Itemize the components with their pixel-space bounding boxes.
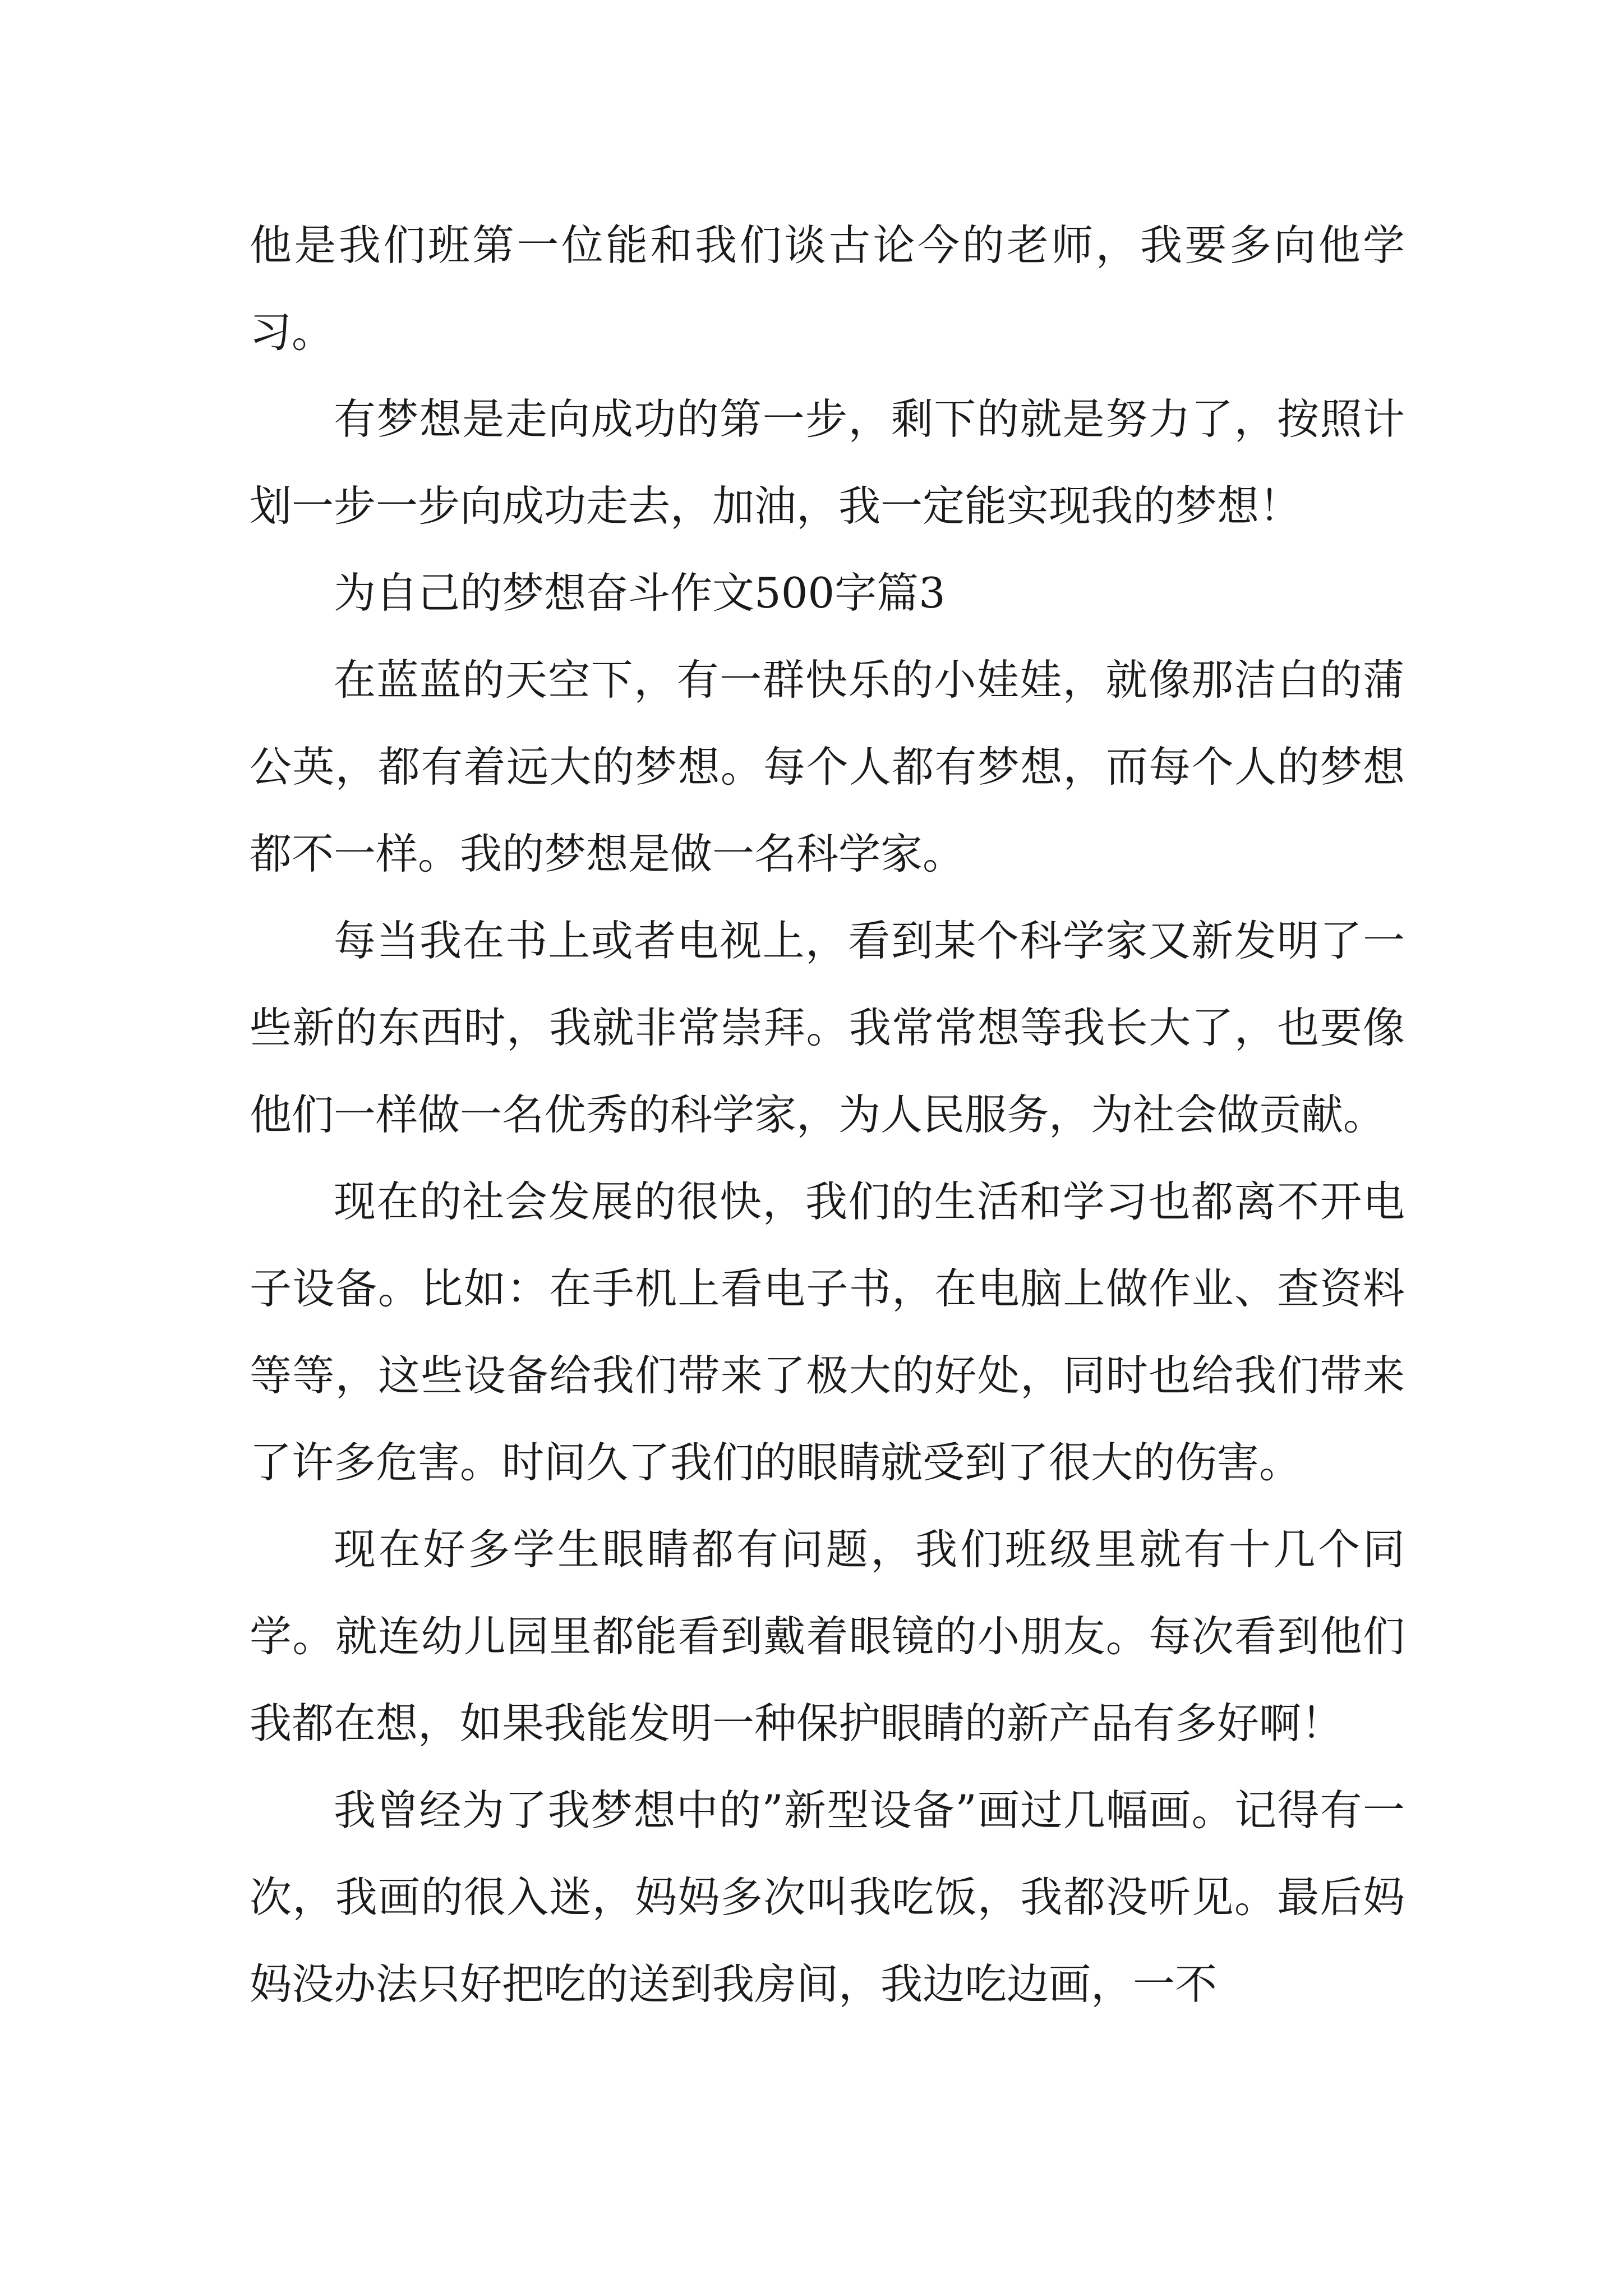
paragraph: 每当我在书上或者电视上，看到某个科学家又新发明了一些新的东西时，我就非常崇拜。我常常想等我长大了，也要像他们一样做一名优秀的科学家，为人民服务，为社会做贡献。 — [250, 916, 1405, 1139]
paragraph: 现在好多学生眼睛都有问题，我们班级里就有十几个同学。就连幼儿园里都能看到戴着眼镜的小朋友。每次看到他们我都在想，如果我能发明一种保护眼睛的新产品有多好啊！ — [250, 1525, 1405, 1748]
paragraph: 在蓝蓝的天空下，有一群快乐的小娃娃，就像那洁白的蒲公英，都有着远大的梦想。每个人都有梦想，而每个人的梦想都不一样。我的梦想是做一名科学家。 — [250, 655, 1405, 878]
paragraph: 我曾经为了我梦想中的”新型设备”画过几幅画。记得有一次，我画的很入迷，妈妈多次叫我吃饭，我都没听见。最后妈妈没办法只好把吃的送到我房间，我边吃边画，一不 — [250, 1786, 1405, 2009]
paragraph: 他是我们班第一位能和我们谈古论今的老师，我要多向他学习。 — [250, 220, 1405, 357]
section-heading: 为自己的梦想奋斗作文500字篇3 — [334, 568, 946, 618]
document-body — [250, 202, 1405, 2028]
paragraph: 有梦想是走向成功的第一步，剩下的就是努力了，按照计划一步一步向成功走去，加油，我一定能实现我的梦想！ — [250, 394, 1405, 531]
paragraph: 现在的社会发展的很快，我们的生活和学习也都离不开电子设备。比如：在手机上看电子书，在电脑上做作业、查资料等等，这些设备给我们带来了极大的好处，同时也给我们带来了许多危害。时间久了我们的眼睛就受到了很大的伤害。 — [250, 1177, 1405, 1487]
